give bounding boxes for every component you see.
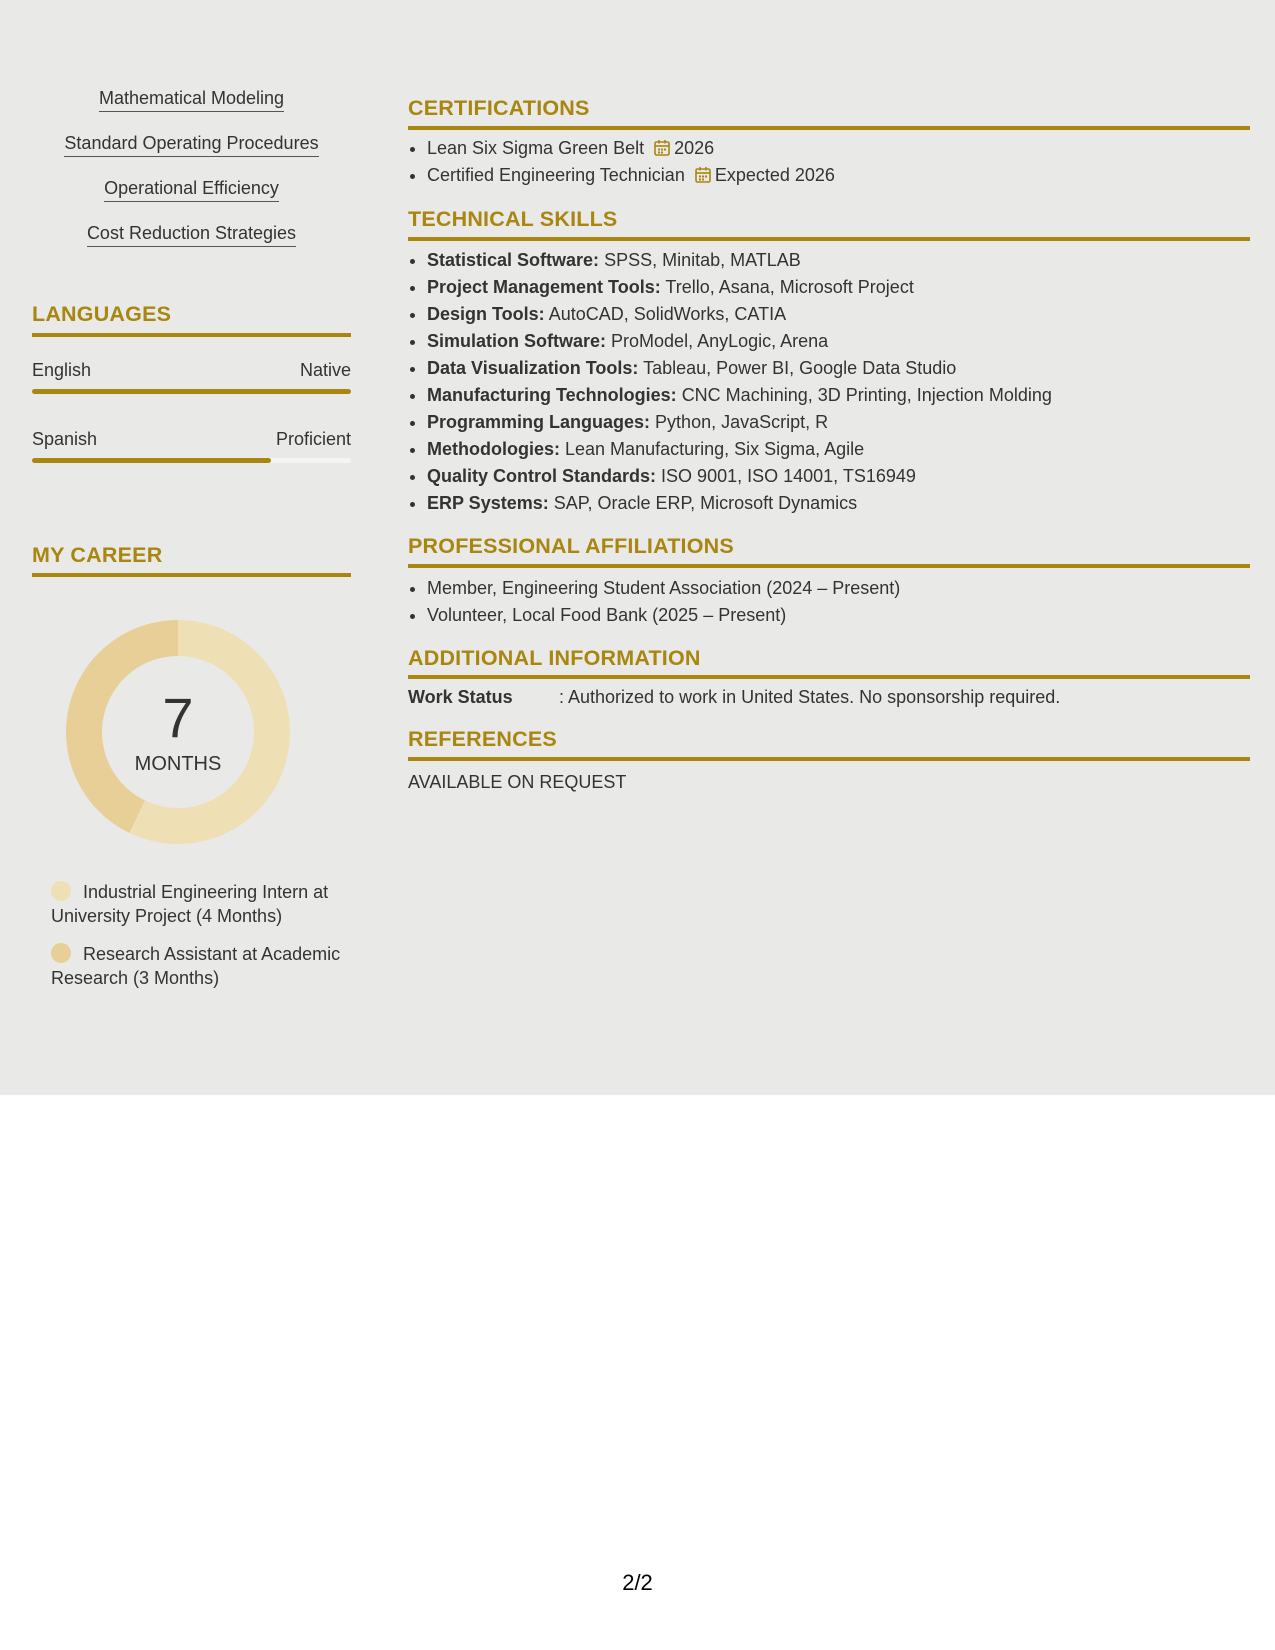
list-item: • Design Tools: AutoCAD, SolidWorks, CATIA [427, 301, 1052, 328]
skill-item: Standard Operating Procedures [32, 133, 351, 154]
skill-item: Operational Efficiency [32, 178, 351, 199]
list-item: • Methodologies: Lean Manufacturing, Six Sigma, Agile [427, 436, 1052, 463]
list-item: • Volunteer, Local Food Bank (2025 – Present) [427, 602, 900, 629]
legend-item: Industrial Engineering Intern at University Project (4 Months) [51, 882, 329, 926]
list-item: • Manufacturing Technologies: CNC Machining, 3D Printing, Injection Molding [427, 382, 1052, 409]
affiliations-title: PROFESSIONAL AFFILIATIONS [408, 534, 734, 558]
list-item: • Certified Engineering Technician Expected 2026 [427, 162, 835, 189]
language-row [32, 429, 351, 450]
additional-info-title: ADDITIONAL INFORMATION [408, 646, 701, 670]
language-bar-fill [32, 458, 271, 463]
language-row [32, 360, 351, 381]
language-bar [32, 458, 351, 463]
language-bar [32, 389, 351, 394]
affiliations-list [408, 575, 900, 629]
career-rule [32, 573, 351, 577]
work-status-value: : Authorized to work in United States. No sponsorship required. [559, 687, 1061, 707]
language-name: Spanish [32, 429, 98, 449]
list-item: • ERP Systems: SAP, Oracle ERP, Microsoft Dynamics [427, 490, 1052, 517]
career-total: 7 [162, 686, 194, 749]
list-item: • Simulation Software: ProModel, AnyLogic, Arena [427, 328, 1052, 355]
career-unit: MONTHS [134, 753, 222, 775]
language-bar-fill [32, 389, 351, 394]
technical-skills-list [408, 247, 1052, 517]
skill-item: Mathematical Modeling [32, 88, 351, 109]
references-text: AVAILABLE ON REQUEST [408, 772, 627, 792]
career-donut-chart [66, 620, 290, 844]
calendar-icon [695, 166, 711, 183]
work-status-label: Work Status [408, 687, 513, 707]
technical-skills-rule [408, 237, 1250, 241]
skill-item: Cost Reduction Strategies [32, 223, 351, 244]
references-rule [408, 757, 1250, 761]
list-item: • Project Management Tools: Trello, Asana, Microsoft Project [427, 274, 1052, 301]
language-level: Proficient [275, 429, 351, 449]
list-item: • Member, Engineering Student Association (2024 – Present) [427, 575, 900, 602]
list-item: • Data Visualization Tools: Tableau, Power BI, Google Data Studio [427, 355, 1052, 382]
certifications-title: CERTIFICATIONS [408, 96, 590, 120]
languages-title: LANGUAGES [32, 302, 172, 326]
list-item: • Statistical Software: SPSS, Minitab, MATLAB [427, 247, 1052, 274]
legend-swatch [51, 943, 71, 963]
page-number: 2/2 [622, 1570, 653, 1595]
additional-info-rule [408, 675, 1250, 679]
technical-skills-title: TECHNICAL SKILLS [408, 207, 618, 231]
language-level: Native [299, 360, 351, 380]
certifications-list [408, 135, 835, 189]
list-item: • Quality Control Standards: ISO 9001, ISO 14001, TS16949 [427, 463, 1052, 490]
legend-item: Research Assistant at Academic Research (3 Months) [51, 944, 341, 988]
calendar-icon [654, 139, 670, 156]
languages-rule [32, 333, 351, 337]
list-item: • Programming Languages: Python, JavaScript, R [427, 409, 1052, 436]
language-name: English [32, 360, 92, 380]
certifications-rule [408, 126, 1250, 130]
affiliations-rule [408, 564, 1250, 568]
career-title: MY CAREER [32, 543, 163, 567]
legend-swatch [51, 881, 71, 901]
references-title: REFERENCES [408, 727, 557, 751]
list-item: • Lean Six Sigma Green Belt 2026 [427, 135, 835, 162]
